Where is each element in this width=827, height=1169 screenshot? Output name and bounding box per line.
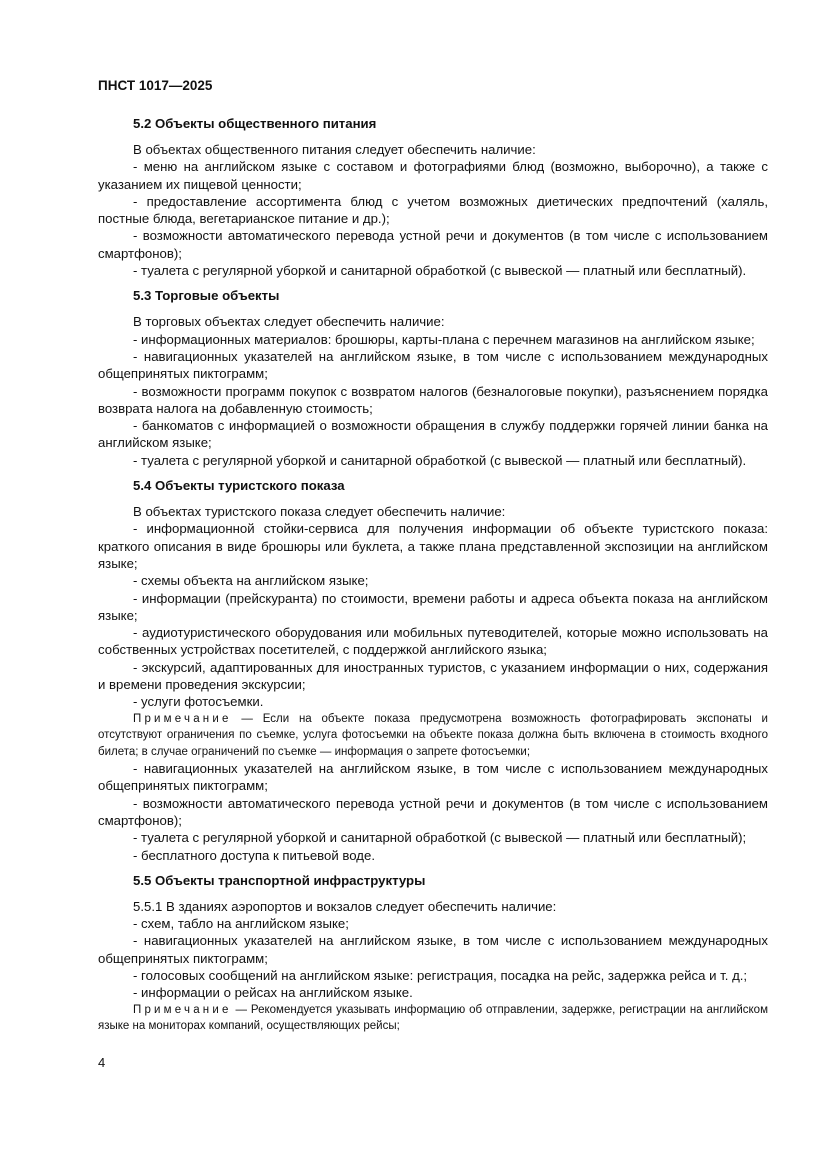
note bbox=[98, 711, 768, 761]
list-item: - возможности программ покупок с возвратом налогов (безналоговые покупки), разъяснением порядка возврата налога на добавленную стоимость; bbox=[98, 383, 768, 416]
list-item: - аудиотуристического оборудования или мобильных путеводителей, которые можно использовать на собственных устройствах посетителей, с поддержкой английского языка; bbox=[98, 625, 768, 658]
list-item: - туалета с регулярной уборкой и санитарной обработкой (с вывеской — платный или бесплатный); bbox=[133, 830, 747, 846]
list-item: - меню на английском языке с составом и фотографиями блюд (возможно, выборочно), а также с указанием их пищевой ценности; bbox=[98, 159, 768, 192]
list-item: - навигационных указателей на английском языке, в том числе с использованием международных общепринятых пиктограмм; bbox=[98, 761, 768, 794]
section-heading: 5.5 Объекты транспортной инфраструктуры bbox=[133, 872, 426, 888]
list-item: - информационной стойки-сервиса для получения информации об объекте туристского показа: краткого описания в виде брошюры или буклета, а также плана представленной экспозиции на английском языке; bbox=[98, 521, 768, 571]
list-item: - возможности автоматического перевода устной речи и документов (в том числе с использованием смартфонов); bbox=[98, 795, 768, 828]
section-heading: 5.2 Объекты общественного питания bbox=[133, 116, 377, 131]
section-5-3 bbox=[98, 287, 768, 469]
section-5-4 bbox=[98, 477, 768, 864]
list-item: - информации о рейсах на английском языке. bbox=[133, 985, 413, 1001]
section-intro: 5.5.1 В зданиях аэропортов и вокзалов следует обеспечить наличие: bbox=[133, 898, 557, 914]
list-item: - информационных материалов: брошюры, карты-плана с перечнем магазинов на английском языке; bbox=[133, 331, 755, 347]
section-intro: В объектах общественного питания следует обеспечить наличие: bbox=[133, 142, 536, 157]
section-heading: 5.3 Торговые объекты bbox=[133, 288, 280, 304]
list-item: - бесплатного доступа к питьевой воде. bbox=[133, 847, 375, 863]
section-intro: В объектах туристского показа следует обеспечить наличие: bbox=[133, 504, 506, 520]
list-item: - туалета с регулярной уборкой и санитарной обработкой (с вывеской — платный или бесплатный). bbox=[133, 263, 747, 279]
list-item: - информации (прейскуранта) по стоимости, времени работы и адреса объекта показа на английском языке; bbox=[98, 590, 768, 623]
list-item: - возможности автоматического перевода устной речи и документов (в том числе с использованием смартфонов); bbox=[98, 228, 768, 261]
list-item: - схемы объекта на английском языке; bbox=[133, 573, 369, 589]
note-label: Примечание bbox=[133, 1003, 232, 1016]
list-item: - услуги фотосъемки. bbox=[133, 694, 264, 710]
list-item: - схем, табло на английском языке; bbox=[133, 916, 349, 932]
section-5-5 bbox=[98, 872, 768, 1035]
list-item: - навигационных указателей на английском языке, в том числе с использованием международных общепринятых пиктограмм; bbox=[98, 933, 768, 966]
note-text: — Рекомендуется указывать информацию об отправлении, задержке, регистрации на английском языке на мониторах компаний, осуществляющих рейсы; bbox=[98, 1003, 768, 1033]
page-number: 4 bbox=[98, 1055, 106, 1070]
list-item: - навигационных указателей на английском языке, в том числе с использованием международных общепринятых пиктограмм; bbox=[98, 348, 768, 382]
note bbox=[98, 1002, 768, 1035]
list-item: - экскурсий, адаптированных для иностранных туристов, с указанием информации о них, содержания и времени проведения экскурсии; bbox=[98, 659, 768, 693]
document-code: ПНСТ 1017—2025 bbox=[98, 78, 213, 93]
list-item: - предоставление ассортимента блюд с учетом возможных диетических предпочтений (халяль, постные блюда, вегетарианское питание и др.); bbox=[98, 193, 768, 227]
note-label: Примечание bbox=[133, 712, 232, 725]
list-item: - банкоматов с информацией о возможности обращения в службу поддержки горячей линии банка на английском языке; bbox=[98, 418, 768, 451]
list-item: - голосовых сообщений на английском языке: регистрация, посадка на рейс, задержка рейса и т. д.; bbox=[133, 968, 748, 984]
note-text: — Если на объекте показа предусмотрена возможность фотографировать экспонаты и отсутствуют ограничения по съемке, услуга фотосъемки на объекте показа должна быть включена в стоимость входного билета; в случае ограничений по съемке — информация о запрете фотосъемки; bbox=[98, 712, 768, 758]
section-heading: 5.4 Объекты туристского показа bbox=[133, 478, 345, 494]
list-item: - туалета с регулярной уборкой и санитарной обработкой (с вывеской — платный или бесплатный). bbox=[133, 452, 747, 468]
section-5-2 bbox=[98, 115, 768, 279]
document-body bbox=[98, 115, 768, 1043]
section-intro: В торговых объектах следует обеспечить наличие: bbox=[133, 314, 445, 330]
